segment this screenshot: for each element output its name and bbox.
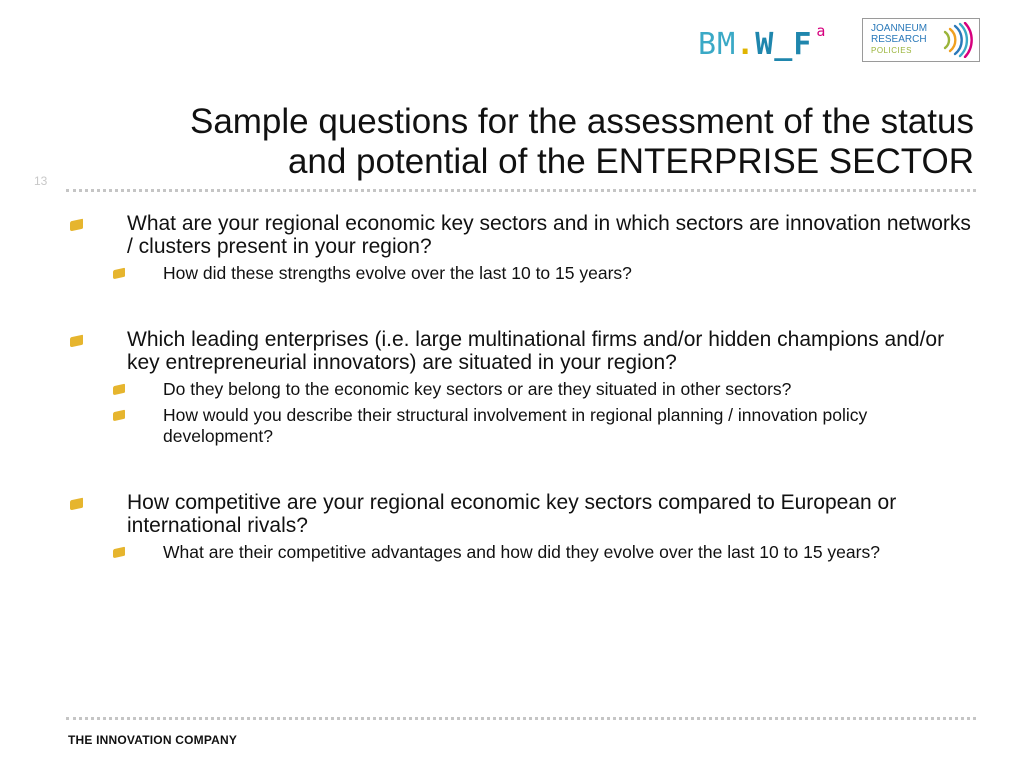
bullet-item-2 — [68, 328, 978, 374]
sub-bullet-item-1-1 — [68, 263, 978, 284]
bmwf-logo — [698, 22, 826, 62]
sub-bullet-marker-icon — [113, 547, 125, 559]
bmwf-logo-m: M — [717, 27, 737, 62]
sub-bullet-text: How would you describe their structural involvement in regional planning / innovation policy development? — [163, 405, 868, 446]
bullet-text: Which leading enterprises (i.e. large multinational firms and/or hidden champions and/or key entrepreneurial innovators) are situated in your region? — [127, 328, 945, 374]
slide-title-line1: Sample questions for the assessment of the status — [189, 102, 974, 141]
bullet-text: What are your regional economic key sectors and in which sectors are innovation networks / clusters present in your region? — [127, 212, 971, 258]
bmwf-logo-superscript: a — [816, 22, 827, 40]
bullet-list — [68, 212, 978, 563]
signal-arcs-icon — [941, 22, 975, 58]
bullet-item-1 — [68, 212, 978, 258]
top-dotted-divider — [66, 189, 976, 192]
sub-bullet-text: How did these strengths evolve over the last 10 to 15 years? — [163, 263, 632, 283]
bullet-text: How competitive are your regional economic key sectors compared to European or international rivals? — [127, 491, 897, 537]
joanneum-research-logo-text — [871, 23, 927, 56]
jr-logo-line1: JOANNEUM — [871, 23, 928, 34]
sub-bullet-marker-icon — [113, 268, 125, 280]
slide-title-line2: and potential of the ENTERPRISE SECTOR — [287, 142, 974, 181]
bmwf-logo-underscore: _ — [774, 27, 794, 62]
bottom-dotted-divider — [66, 717, 976, 720]
jr-logo-line3: POLICIES — [871, 46, 912, 55]
sub-bullet-text: Do they belong to the economic key sectors or are they situated in other sectors? — [163, 379, 792, 399]
slide-number: 13 — [34, 174, 48, 188]
sub-bullet-item-2-1 — [68, 379, 978, 400]
jr-logo-line2: RESEARCH — [871, 34, 927, 45]
joanneum-research-logo — [862, 18, 980, 62]
bullet-marker-icon — [70, 498, 83, 511]
bmwf-logo-w: W — [755, 27, 775, 62]
bmwf-logo-dot: . — [736, 27, 756, 62]
sub-bullet-marker-icon — [113, 384, 125, 396]
slide-title — [60, 102, 974, 182]
bmwf-logo-b: B — [698, 27, 718, 62]
sub-bullet-item-2-2 — [68, 405, 978, 447]
bullet-marker-icon — [70, 335, 83, 348]
bmwf-logo-f: F — [793, 27, 813, 62]
sub-bullet-marker-icon — [113, 410, 125, 422]
bullet-item-3 — [68, 491, 978, 537]
sub-bullet-text: What are their competitive advantages and how did they evolve over the last 10 to 15 years? — [163, 542, 880, 562]
bullet-marker-icon — [70, 219, 83, 232]
sub-bullet-item-3-1 — [68, 542, 978, 563]
footer-tagline: THE INNOVATION COMPANY — [68, 733, 238, 747]
